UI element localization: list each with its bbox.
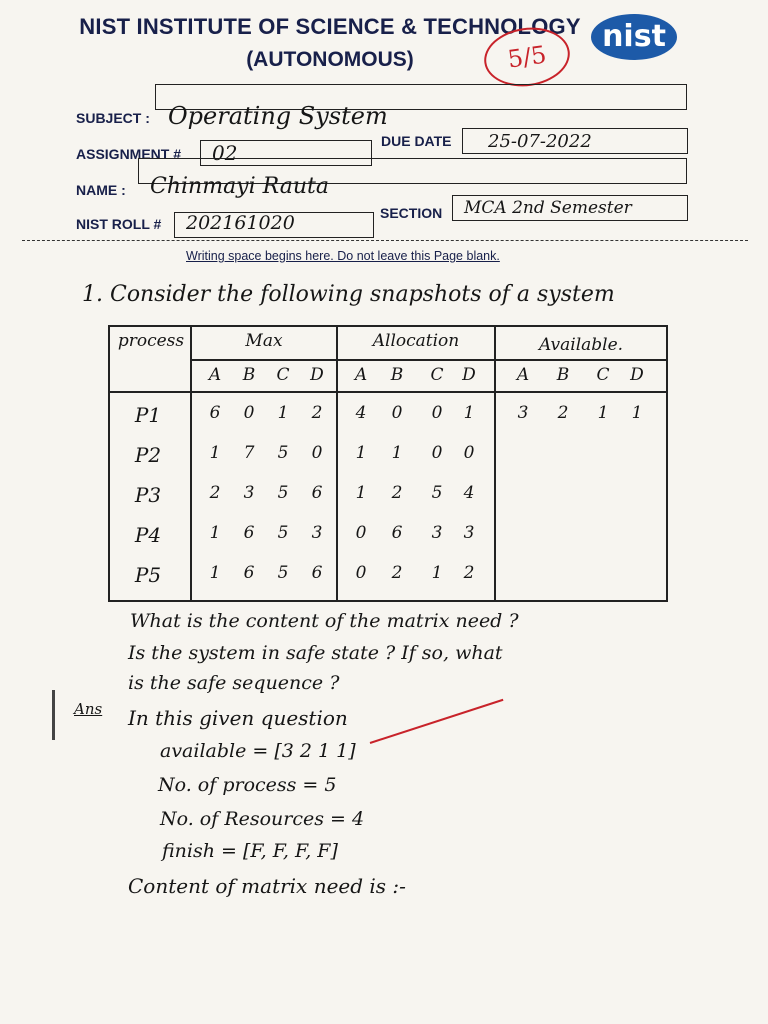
subject-label: SUBJECT : <box>76 110 150 126</box>
margin-mark <box>52 690 55 740</box>
alloc-a: 1 <box>355 483 367 503</box>
max-c: 5 <box>277 443 289 463</box>
max-d: 2 <box>311 403 323 423</box>
question-line-1: What is the content of the matrix need ? <box>130 610 519 632</box>
sub-alloc-b: B <box>390 365 404 385</box>
section-value: MCA 2nd Semester <box>464 198 632 218</box>
alloc-d: 1 <box>463 403 475 423</box>
roll-value: 202161020 <box>186 212 295 234</box>
header-process: process <box>117 331 185 351</box>
avail-d: 1 <box>631 403 643 423</box>
table-border-left <box>108 325 110 602</box>
subject-value: Operating System <box>168 102 388 130</box>
table-border-bottom <box>108 600 668 602</box>
due-date-value: 25-07-2022 <box>488 131 592 152</box>
header-allocation: Allocation <box>372 331 460 351</box>
sub-alloc-a: A <box>354 365 368 385</box>
alloc-d: 0 <box>463 443 475 463</box>
max-b: 3 <box>243 483 255 503</box>
sub-avail-d: D <box>630 365 644 385</box>
due-date-label: DUE DATE <box>381 133 452 149</box>
question-line-2: Is the system in safe state ? If so, what <box>128 642 503 664</box>
max-c: 5 <box>277 483 289 503</box>
alloc-b: 2 <box>391 483 403 503</box>
max-c: 1 <box>277 403 289 423</box>
answer-line-6: Content of matrix need is :- <box>128 874 406 898</box>
header-available: Available. <box>538 335 624 355</box>
sub-avail-b: B <box>556 365 570 385</box>
max-b: 0 <box>243 403 255 423</box>
assignment-label: ASSIGNMENT # <box>76 146 182 162</box>
alloc-c: 3 <box>431 523 443 543</box>
name-value: Chinmayi Rauta <box>150 174 329 199</box>
max-b: 6 <box>243 563 255 583</box>
row-process: P2 <box>134 443 162 467</box>
answer-line-2: available = [3 2 1 1] <box>160 740 356 762</box>
alloc-b: 2 <box>391 563 403 583</box>
alloc-b: 0 <box>391 403 403 423</box>
row-process: P5 <box>134 563 162 587</box>
avail-b: 2 <box>557 403 569 423</box>
sub-alloc-c: C <box>430 365 444 385</box>
section-label: SECTION <box>380 205 443 221</box>
table-header-line <box>108 391 668 393</box>
table-subheader-line <box>190 359 668 361</box>
max-a: 6 <box>209 403 221 423</box>
max-a: 2 <box>209 483 221 503</box>
sub-max-b: B <box>242 365 256 385</box>
max-d: 6 <box>311 563 323 583</box>
nist-logo: nist <box>591 14 677 60</box>
question-line-3: is the safe sequence ? <box>128 672 340 694</box>
red-check-stroke <box>370 699 504 744</box>
row-process: P4 <box>134 523 162 547</box>
alloc-c: 1 <box>431 563 443 583</box>
max-c: 5 <box>277 563 289 583</box>
sub-max-c: C <box>276 365 290 385</box>
sub-max-a: A <box>208 365 222 385</box>
avail-a: 3 <box>517 403 529 423</box>
institute-title: NIST INSTITUTE OF SCIENCE & TECHNOLOGY <box>79 14 581 39</box>
max-b: 7 <box>243 443 255 463</box>
max-a: 1 <box>209 523 221 543</box>
alloc-b: 1 <box>391 443 403 463</box>
max-a: 1 <box>209 563 221 583</box>
max-d: 0 <box>311 443 323 463</box>
answer-line-3: No. of process = 5 <box>158 774 337 796</box>
snapshot-table <box>108 325 668 602</box>
table-col-sep-2 <box>336 325 338 602</box>
writing-space-divider <box>22 240 748 241</box>
answer-line-1: In this given question <box>128 706 348 730</box>
max-d: 6 <box>311 483 323 503</box>
alloc-a: 1 <box>355 443 367 463</box>
table-border-right <box>666 325 668 602</box>
answer-line-5: finish = [F, F, F, F] <box>162 840 338 862</box>
sub-avail-c: C <box>596 365 610 385</box>
alloc-a: 0 <box>355 523 367 543</box>
row-process: P3 <box>134 483 162 507</box>
alloc-a: 4 <box>355 403 367 423</box>
sub-alloc-d: D <box>462 365 476 385</box>
table-col-sep-3 <box>494 325 496 602</box>
sub-max-d: D <box>310 365 324 385</box>
avail-c: 1 <box>597 403 609 423</box>
alloc-d: 4 <box>463 483 475 503</box>
alloc-c: 0 <box>431 403 443 423</box>
max-b: 6 <box>243 523 255 543</box>
alloc-d: 2 <box>463 563 475 583</box>
sub-avail-a: A <box>516 365 530 385</box>
max-c: 5 <box>277 523 289 543</box>
alloc-c: 5 <box>431 483 443 503</box>
answer-mark: Ans <box>74 700 103 718</box>
row-process: P1 <box>134 403 162 427</box>
alloc-a: 0 <box>355 563 367 583</box>
roll-label: NIST ROLL # <box>76 216 162 232</box>
assignment-value: 02 <box>212 141 238 165</box>
table-col-sep-1 <box>190 325 192 602</box>
max-a: 1 <box>209 443 221 463</box>
table-border-top <box>108 325 668 327</box>
alloc-c: 0 <box>431 443 443 463</box>
alloc-d: 3 <box>463 523 475 543</box>
header-max: Max <box>245 331 283 351</box>
answer-line-4: No. of Resources = 4 <box>160 808 365 830</box>
question-heading: 1. Consider the following snapshots of a system <box>82 282 615 307</box>
alloc-b: 6 <box>391 523 403 543</box>
institute-autonomous: (AUTONOMOUS) <box>246 48 414 71</box>
name-label: NAME : <box>76 182 126 198</box>
score-mark: 5/5 <box>480 22 573 91</box>
max-d: 3 <box>311 523 323 543</box>
writing-space-note: Writing space begins here. Do not leave this Page blank. <box>186 249 500 263</box>
